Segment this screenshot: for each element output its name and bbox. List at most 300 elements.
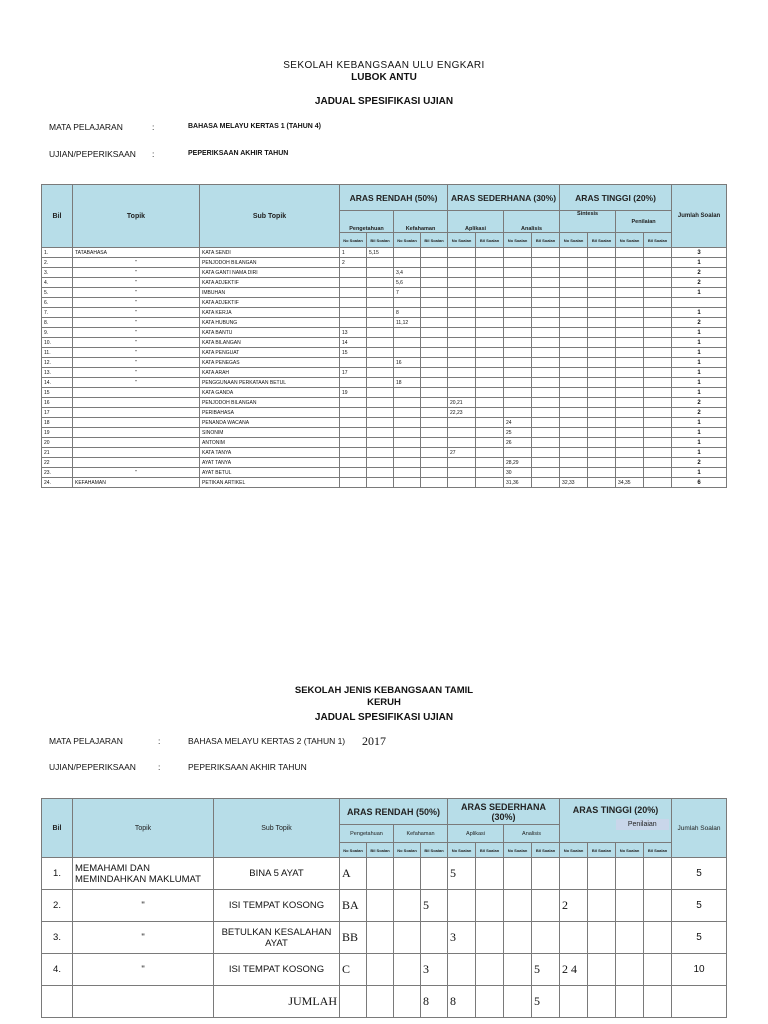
- cell-sb: [588, 368, 616, 378]
- cell-sub: SINONIM: [200, 428, 340, 438]
- table-row: [42, 348, 727, 358]
- cell-kn: [394, 890, 421, 922]
- cell-sn: [560, 448, 588, 458]
- cell-j: 1: [672, 258, 727, 268]
- cell-topik: TATABAHASA: [73, 248, 200, 258]
- cell-nn: [504, 858, 532, 890]
- cell-kn: [394, 388, 421, 398]
- cell-bil: 20: [42, 438, 73, 448]
- cell-kn: [394, 858, 421, 890]
- cell-pn: [340, 418, 367, 428]
- cell-j: 1: [672, 368, 727, 378]
- cell-eb: [644, 408, 672, 418]
- cell-ab: [476, 358, 504, 368]
- cell-nb: [532, 258, 560, 268]
- cell-ab: [476, 258, 504, 268]
- table-row: [42, 478, 727, 488]
- header-bil-soalan: Bil Soalan: [532, 843, 560, 858]
- cell-sb: [588, 428, 616, 438]
- cell-nb: [532, 368, 560, 378]
- cell-kn: [394, 338, 421, 348]
- header-no-soalan: No Soalan: [448, 843, 476, 858]
- doc2-subject-label: MATA PELAJARAN: [49, 736, 123, 746]
- cell-kb: [421, 348, 448, 358]
- cell-an: [448, 468, 476, 478]
- doc1-subject-colon: :: [152, 122, 155, 132]
- cell-pn: [340, 448, 367, 458]
- cell-nn: 31,36: [504, 478, 532, 488]
- cell-bil: 19: [42, 428, 73, 438]
- header-no-soalan: No Soalan: [560, 843, 588, 858]
- cell-kn: [394, 986, 421, 1018]
- cell-eb: [644, 986, 672, 1018]
- cell-sb: [588, 388, 616, 398]
- cell-an: [448, 318, 476, 328]
- cell-ab: [476, 388, 504, 398]
- cell-j: 1: [672, 388, 727, 398]
- header-topik: Topik: [73, 185, 200, 248]
- cell-eb: [644, 348, 672, 358]
- cell-eb: [644, 388, 672, 398]
- cell-pb: [367, 922, 394, 954]
- cell-ab: [476, 986, 504, 1018]
- cell-sb: [588, 398, 616, 408]
- cell-en: [616, 278, 644, 288]
- cell-pb: [367, 468, 394, 478]
- cell-nn: [504, 348, 532, 358]
- cell-kn: [394, 478, 421, 488]
- cell-sub: KATA HUBUNG: [200, 318, 340, 328]
- cell-ab: [476, 378, 504, 388]
- header-bil-soalan: Bil Soalan: [532, 233, 560, 248]
- cell-topik: ": [73, 890, 214, 922]
- cell-topik: [73, 388, 200, 398]
- cell-sn: [560, 986, 588, 1018]
- cell-eb: [644, 448, 672, 458]
- cell-an: [448, 308, 476, 318]
- cell-an: [448, 338, 476, 348]
- cell-an: 27: [448, 448, 476, 458]
- cell-pb: [367, 288, 394, 298]
- header-kefahaman: Kefahaman: [394, 825, 448, 843]
- header-jumlah-soalan: Jumlah Soalan: [672, 185, 727, 248]
- table-row: [42, 448, 727, 458]
- cell-en: [616, 308, 644, 318]
- cell-an: [448, 428, 476, 438]
- cell-pn: 13: [340, 328, 367, 338]
- cell-sb: [588, 408, 616, 418]
- cell-en: [616, 468, 644, 478]
- cell-bil: 5.: [42, 288, 73, 298]
- header-penilaian: Penilaian: [616, 211, 672, 233]
- header-bil: Bil: [42, 799, 73, 858]
- cell-pn: [340, 358, 367, 368]
- cell-pn: [340, 458, 367, 468]
- cell-sn: [560, 378, 588, 388]
- cell-eb: [644, 368, 672, 378]
- cell-nb: [532, 308, 560, 318]
- cell-pb: [367, 458, 394, 468]
- header-subtopik: Sub Topik: [214, 799, 340, 858]
- cell-kb: [421, 418, 448, 428]
- cell-sn: [560, 278, 588, 288]
- cell-pb: [367, 398, 394, 408]
- cell-nb: [532, 438, 560, 448]
- cell-eb: [644, 268, 672, 278]
- cell-pn: [340, 428, 367, 438]
- cell-sub: PERIBAHASA: [200, 408, 340, 418]
- cell-sn: [560, 368, 588, 378]
- cell-sn: 2 4: [560, 954, 588, 986]
- cell-sn: [560, 468, 588, 478]
- table-row: [42, 328, 727, 338]
- header-no-soalan: No Soalan: [560, 233, 588, 248]
- cell-sn: [560, 328, 588, 338]
- cell-eb: [644, 458, 672, 468]
- cell-eb: [644, 398, 672, 408]
- cell-sb: [588, 298, 616, 308]
- cell-sn: [560, 298, 588, 308]
- header-aplikasi: Aplikasi: [448, 211, 504, 233]
- cell-pn: [340, 298, 367, 308]
- cell-sb: [588, 468, 616, 478]
- cell-topik: [73, 448, 200, 458]
- cell-sub: KATA ADJEKTIF: [200, 298, 340, 308]
- cell-kn: 18: [394, 378, 421, 388]
- cell-nb: [532, 388, 560, 398]
- cell-pn: [340, 318, 367, 328]
- cell-bil: 14.: [42, 378, 73, 388]
- cell-pb: [367, 448, 394, 458]
- header-jumlah-soalan: Jumlah Soalan: [672, 799, 727, 858]
- cell-topik: [73, 438, 200, 448]
- doc2-subject-value: BAHASA MELAYU KERTAS 2 (TAHUN 1): [188, 736, 346, 746]
- cell-nn: [504, 328, 532, 338]
- cell-ab: [476, 468, 504, 478]
- cell-eb: [644, 258, 672, 268]
- cell-kb: [421, 388, 448, 398]
- cell-ab: [476, 858, 504, 890]
- doc2-exam-label: UJIAN/PEPERIKSAAN: [49, 762, 136, 772]
- doc1-exam-colon: :: [152, 149, 155, 159]
- cell-bil: 12.: [42, 358, 73, 368]
- cell-bil: 24.: [42, 478, 73, 488]
- cell-sn: [560, 248, 588, 258]
- cell-topik: ": [73, 338, 200, 348]
- cell-kb: [421, 438, 448, 448]
- cell-sub: ISI TEMPAT KOSONG: [214, 890, 340, 922]
- cell-bil: 9.: [42, 328, 73, 338]
- cell-nn: [504, 388, 532, 398]
- cell-kb: [421, 288, 448, 298]
- cell-pn: [340, 268, 367, 278]
- cell-ab: [476, 418, 504, 428]
- cell-pb: [367, 954, 394, 986]
- cell-kn: 16: [394, 358, 421, 368]
- cell-kb: [421, 468, 448, 478]
- cell-nn: 24: [504, 418, 532, 428]
- cell-sub: KATA SENDI: [200, 248, 340, 258]
- cell-sn: [560, 398, 588, 408]
- cell-bil: 13.: [42, 368, 73, 378]
- cell-sub: PENANDA WACANA: [200, 418, 340, 428]
- cell-an: [448, 288, 476, 298]
- cell-topik: ": [73, 258, 200, 268]
- cell-sb: [588, 922, 616, 954]
- cell-sub: BETULKAN KESALAHAN AYAT: [214, 922, 340, 954]
- table-row: [42, 468, 727, 478]
- cell-pn: 17: [340, 368, 367, 378]
- cell-topik: [73, 418, 200, 428]
- cell-bil: 16: [42, 398, 73, 408]
- cell-pn: [340, 288, 367, 298]
- cell-eb: [644, 378, 672, 388]
- cell-sb: [588, 478, 616, 488]
- cell-an: [448, 268, 476, 278]
- cell-bil: 3.: [42, 268, 73, 278]
- cell-j: 2: [672, 458, 727, 468]
- cell-kb: [421, 922, 448, 954]
- cell-kn: [394, 438, 421, 448]
- cell-ab: [476, 328, 504, 338]
- cell-pn: 14: [340, 338, 367, 348]
- cell-kn: 3,4: [394, 268, 421, 278]
- cell-ab: [476, 288, 504, 298]
- cell-an: [448, 388, 476, 398]
- cell-nn: [504, 338, 532, 348]
- cell-nn: 28,29: [504, 458, 532, 468]
- cell-kb: [421, 308, 448, 318]
- cell-an: [448, 348, 476, 358]
- table-row: [42, 458, 727, 468]
- cell-kn: [394, 258, 421, 268]
- cell-sb: [588, 338, 616, 348]
- header-kefahaman: Kefahaman: [394, 211, 448, 233]
- cell-an: [448, 278, 476, 288]
- cell-an: [448, 248, 476, 258]
- cell-topik: MEMAHAMI DAN MEMINDAHKAN MAKLUMAT: [73, 858, 214, 890]
- cell-eb: [644, 922, 672, 954]
- cell-kb: [421, 328, 448, 338]
- cell-sub: KATA BANTU: [200, 328, 340, 338]
- cell-en: [616, 986, 644, 1018]
- cell-j: 1: [672, 448, 727, 458]
- cell-kn: 7: [394, 288, 421, 298]
- cell-pb: [367, 408, 394, 418]
- cell-sn: [560, 388, 588, 398]
- cell-j: [672, 986, 727, 1018]
- header-no-soalan: No Soalan: [616, 843, 644, 858]
- cell-j: 1: [672, 288, 727, 298]
- cell-eb: [644, 298, 672, 308]
- doc2-exam-colon: :: [158, 762, 161, 772]
- cell-en: [616, 448, 644, 458]
- cell-ab: [476, 318, 504, 328]
- cell-pn: 2: [340, 258, 367, 268]
- cell-pb: [367, 378, 394, 388]
- cell-an: 8: [448, 986, 476, 1018]
- cell-topik: ": [73, 358, 200, 368]
- cell-sb: [588, 378, 616, 388]
- cell-ab: [476, 458, 504, 468]
- cell-ab: [476, 368, 504, 378]
- header-sintesis: Sintesis: [560, 211, 616, 233]
- cell-sn: [560, 358, 588, 368]
- cell-nb: [532, 318, 560, 328]
- cell-pb: [367, 478, 394, 488]
- doc2-title: JADUAL SPESIFIKASI UJIAN: [314, 712, 454, 723]
- header-no-soalan: No Soalan: [394, 843, 421, 858]
- cell-nn: [504, 398, 532, 408]
- cell-j: 10: [672, 954, 727, 986]
- cell-kb: [421, 368, 448, 378]
- cell-ab: [476, 478, 504, 488]
- table-row: [42, 418, 727, 428]
- cell-topik: [73, 408, 200, 418]
- cell-sn: [560, 268, 588, 278]
- cell-bil: 17: [42, 408, 73, 418]
- table-row: [42, 258, 727, 268]
- cell-sb: [588, 268, 616, 278]
- cell-an: [448, 258, 476, 268]
- cell-en: 34,35: [616, 478, 644, 488]
- cell-ab: [476, 338, 504, 348]
- cell-sb: [588, 278, 616, 288]
- cell-an: [448, 418, 476, 428]
- header-aras-sederhana: ARAS SEDERHANA (30%): [448, 185, 560, 211]
- cell-bil: 8.: [42, 318, 73, 328]
- cell-pb: [367, 358, 394, 368]
- cell-sub: KATA TANYA: [200, 448, 340, 458]
- doc2-subject-colon: :: [158, 736, 161, 746]
- cell-pb: [367, 268, 394, 278]
- cell-bil: 10.: [42, 338, 73, 348]
- cell-sub: KATA GANTI NAMA DIRI: [200, 268, 340, 278]
- cell-nn: [504, 298, 532, 308]
- cell-kn: 5,6: [394, 278, 421, 288]
- cell-sb: [588, 458, 616, 468]
- cell-nn: [504, 448, 532, 458]
- header-no-soalan: No Soalan: [340, 233, 367, 248]
- cell-ab: [476, 348, 504, 358]
- cell-nb: [532, 328, 560, 338]
- table-row: [42, 248, 727, 258]
- cell-bil: [42, 986, 73, 1018]
- cell-nb: [532, 278, 560, 288]
- header-bil-soalan: Bil Soalan: [367, 233, 394, 248]
- cell-en: [616, 388, 644, 398]
- cell-sb: [588, 288, 616, 298]
- cell-en: [616, 438, 644, 448]
- cell-nb: [532, 298, 560, 308]
- cell-sb: [588, 858, 616, 890]
- cell-kn: [394, 298, 421, 308]
- cell-sb: [588, 248, 616, 258]
- cell-bil: 6.: [42, 298, 73, 308]
- cell-topik: ": [73, 348, 200, 358]
- cell-an: [448, 438, 476, 448]
- cell-j: 2: [672, 318, 727, 328]
- cell-kn: [394, 922, 421, 954]
- doc2-spec-table: [41, 798, 727, 1018]
- cell-pn: [340, 278, 367, 288]
- table-row: [42, 298, 727, 308]
- table-row: [42, 378, 727, 388]
- cell-eb: [644, 318, 672, 328]
- cell-nb: [532, 408, 560, 418]
- table-row: [42, 398, 727, 408]
- cell-en: [616, 922, 644, 954]
- table-row: [42, 388, 727, 398]
- cell-sb: [588, 986, 616, 1018]
- cell-nb: [532, 348, 560, 358]
- header-bil-soalan: Bil Soalan: [476, 233, 504, 248]
- cell-j: 2: [672, 398, 727, 408]
- cell-an: [448, 890, 476, 922]
- cell-sub: KATA BILANGAN: [200, 338, 340, 348]
- cell-sb: [588, 318, 616, 328]
- header-bil-soalan: Bil Soalan: [588, 233, 616, 248]
- cell-bil: 2.: [42, 890, 73, 922]
- cell-kb: 8: [421, 986, 448, 1018]
- cell-kn: [394, 458, 421, 468]
- cell-eb: [644, 418, 672, 428]
- doc2-school-name: SEKOLAH JENIS KEBANGSAAN TAMIL: [294, 685, 474, 696]
- cell-bil: 18: [42, 418, 73, 428]
- cell-pn: BB: [340, 922, 367, 954]
- cell-bil: 1.: [42, 248, 73, 258]
- cell-nb: [532, 358, 560, 368]
- cell-kb: [421, 428, 448, 438]
- cell-nn: [504, 288, 532, 298]
- cell-nb: [532, 468, 560, 478]
- cell-sub: ANTONIM: [200, 438, 340, 448]
- header-aras-rendah: ARAS RENDAH (50%): [340, 185, 448, 211]
- cell-j: 1: [672, 358, 727, 368]
- cell-an: [448, 368, 476, 378]
- cell-topik: ": [73, 278, 200, 288]
- cell-pn: [340, 438, 367, 448]
- table-row: [42, 922, 727, 954]
- table-row: [42, 288, 727, 298]
- cell-pb: [367, 308, 394, 318]
- doc1-title: JADUAL SPESIFIKASI UJIAN: [314, 96, 454, 107]
- table-row: [42, 358, 727, 368]
- cell-nb: [532, 890, 560, 922]
- cell-pn: [340, 308, 367, 318]
- cell-j: [672, 298, 727, 308]
- cell-nn: [504, 890, 532, 922]
- cell-bil: 1.: [42, 858, 73, 890]
- header-topik: Topik: [73, 799, 214, 858]
- cell-an: 20,21: [448, 398, 476, 408]
- header-aras-rendah: ARAS RENDAH (50%): [340, 799, 448, 825]
- cell-bil: 4.: [42, 954, 73, 986]
- cell-kb: [421, 268, 448, 278]
- cell-sn: [560, 428, 588, 438]
- cell-topik: [73, 458, 200, 468]
- cell-sn: [560, 348, 588, 358]
- cell-eb: [644, 954, 672, 986]
- cell-nn: [504, 954, 532, 986]
- cell-sub: PETIKAN ARTIKEL: [200, 478, 340, 488]
- cell-pb: [367, 338, 394, 348]
- cell-sub: IMBUHAN: [200, 288, 340, 298]
- cell-sub: PENJODOH BILANGAN: [200, 258, 340, 268]
- cell-eb: [644, 478, 672, 488]
- cell-topik: [73, 428, 200, 438]
- cell-sub: PENJODOH BILANGAN: [200, 398, 340, 408]
